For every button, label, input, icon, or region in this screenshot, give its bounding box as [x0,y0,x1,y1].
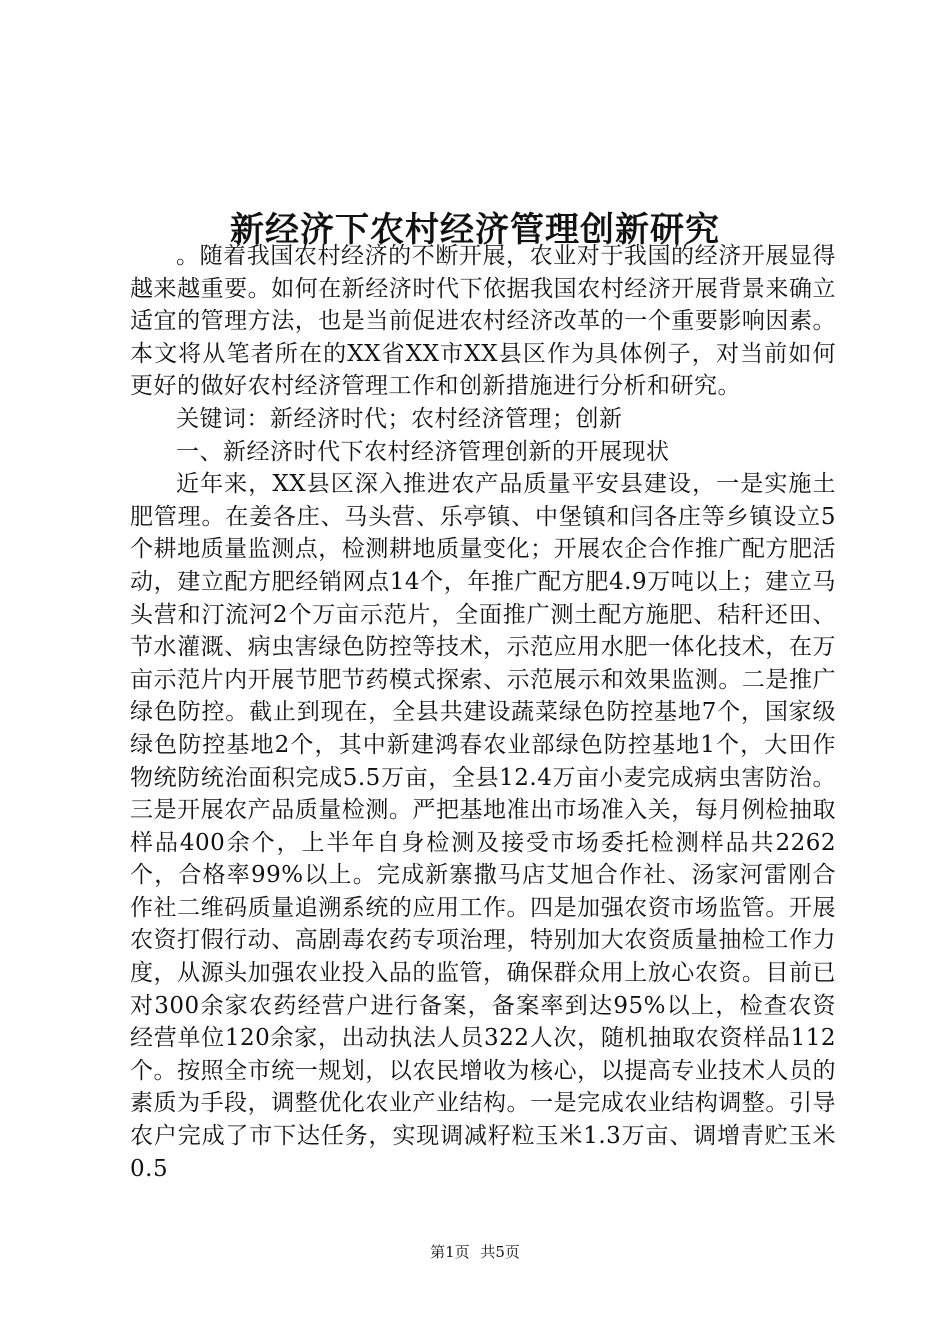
body-paragraph: 近年来，XX县区深入推进农产品质量平安县建设，一是实施土肥管理。在姜各庄、马头营、乐亭镇、中堡镇和闫各庄等乡镇设立5个耕地质量监测点，检测耕地质量变化；开展农企合作推广配方肥活动，建立配方肥经销网点14个，年推广配方肥4.9万吨以上；建立马头营和汀流河2个万亩示范片，全面推广测土配方施肥、秸秆还田、节水灌溉、病虫害绿色防控等技术，示范应用水肥一体化技术，在万亩示范片内开展节肥节药模式探索、示范展示和效果监测。二是推广绿色防控。截止到现在，全县共建设蔬菜绿色防控基地7个，国家级绿色防控基地2个，其中新建鸿春农业部绿色防控基地1个，大田作物统防统治面积完成5.5万亩，全县12.4万亩小麦完成病虫害防治。三是开展农产品质量检测。严把基地准出市场准入关，每月例检抽取样品400余个，上半年自身检测及接受市场委托检测样品共2262个，合格率99%以上。完成新寨撒马店艾旭合作社、汤家河雷刚合作社二维码质量追溯系统的应用工作。四是加强农资市场监管。开展农资打假行动、高剧毒农药专项治理，特别加大农资质量抽检工作力度，从源头加强农业投入品的监管，确保群众用上放心农资。目前已对300余家农药经营户进行备案，备案率到达95%以上，检查农资经营单位120余家，出动执法人员322人次，随机抽取农资样品112个。按照全市统一规划，以农民增收为核心，以提高专业技术人员的素质为手段，调整优化农业产业结构。一是完成农业结构调整。引导农户完成了市下达任务，实现调减籽粒玉米1.3万亩、调增青贮玉米0.5 [130,471,836,1182]
section-heading: 一、新经济时代下农村经济管理创新的开展现状 [176,438,670,465]
page-footer [0,1242,950,1262]
abstract-paragraph: 。随着我国农村经济的不断开展，农业对于我国的经济开展显得越来越重要。如何在新经济时代下依据我国农村经济开展背景来确立适宜的管理方法，也是当前促进农村经济改革的一个重要影响因素。本文将从笔者所在的XX省XX市XX县区作为具体例子，对当前如何更好的做好农村经济管理工作和创新措施进行分析和研究。 [130,243,836,400]
page-count: 共5页 [480,1243,520,1261]
page-number: 第1页 [430,1243,470,1261]
document-title: 新经济下农村经济管理创新研究 [230,209,720,250]
document-body [130,240,836,1185]
keywords-paragraph: 关键词：新经济时代；农村经济管理；创新 [176,405,623,432]
